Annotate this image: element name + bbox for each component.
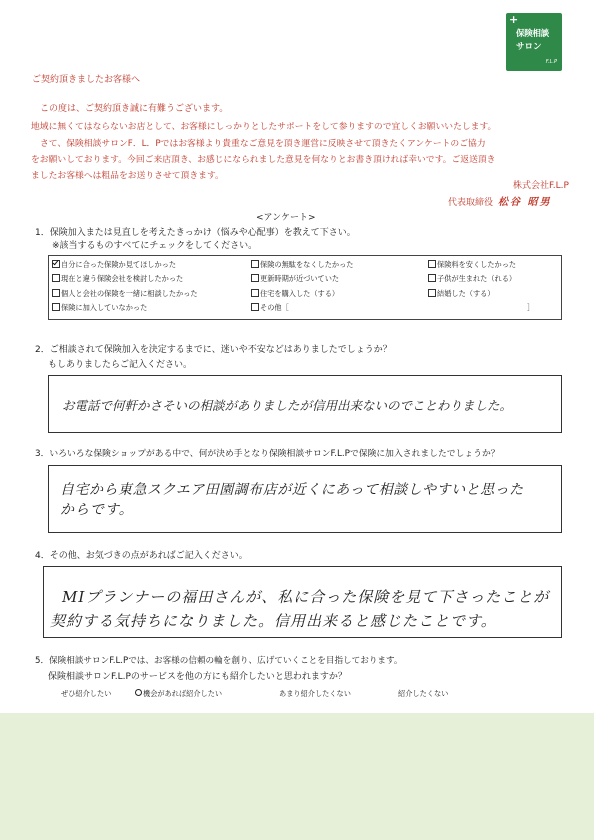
checkbox[interactable] xyxy=(251,274,259,282)
q1-note: ※該当するものすべてにチェックをしてください。 xyxy=(52,241,258,251)
q4-text: 4．その他、お気づきの点があればご記入ください。 xyxy=(35,551,248,561)
q1-option[interactable] xyxy=(52,303,147,312)
footer-band xyxy=(0,713,594,840)
q1-option[interactable] xyxy=(428,274,516,283)
q5-option-label: 機会があれば紹介したい xyxy=(143,689,223,698)
checkbox[interactable] xyxy=(428,289,436,297)
q1-option[interactable] xyxy=(251,289,339,298)
q1-option[interactable] xyxy=(251,303,289,312)
q5-option[interactable] xyxy=(61,689,111,698)
salon-logo xyxy=(506,13,562,71)
q1-option-label: 保険料を安くしたかった xyxy=(437,260,517,269)
q1-option-label: 子供が生まれた（れる） xyxy=(437,274,517,283)
q1-option-label: 更新時期が近づいていた xyxy=(260,274,340,283)
q1-option[interactable] xyxy=(52,289,198,298)
survey-title: <アンケート> xyxy=(256,213,316,223)
q1-option[interactable] xyxy=(428,289,495,298)
intro-p1: この度は、ご契約頂き誠に有難うございます。 xyxy=(40,104,229,114)
checkbox[interactable] xyxy=(251,303,259,311)
rep-name: 松谷 昭男 xyxy=(498,197,552,208)
checkbox[interactable] xyxy=(52,303,60,311)
q4-answer-line2: 契約する気持ちになりました。信用出来ると感じたことです。 xyxy=(50,612,497,630)
q5-option[interactable] xyxy=(398,689,448,698)
greeting: ご契約頂きましたお客様へ xyxy=(32,75,141,85)
intro-p3c: ましたお客様へは粗品をお送りさせて頂きます。 xyxy=(31,171,224,181)
q1-option[interactable] xyxy=(52,260,176,269)
q1-option-label: その他［ xyxy=(260,303,289,312)
q1-option[interactable] xyxy=(251,274,339,283)
q1-option[interactable] xyxy=(251,260,353,269)
checkbox[interactable] xyxy=(251,289,259,297)
q1-option-label: 結婚した（する） xyxy=(437,289,495,298)
logo-line1: 保険相談 xyxy=(516,29,549,39)
intro-p2: 地域に無くてはならないお店として、お客様にしっかりとしたサポートをして参りますので宜しくお願いいたします。 xyxy=(31,122,497,132)
q5-option-selected[interactable] xyxy=(135,689,222,698)
q3-answer-line1: 自宅から東急スクエア田園調布店が近くにあって相談しやすいと思った xyxy=(60,482,524,498)
q1-option-label: 保険の無駄をなくしたかった xyxy=(260,260,354,269)
q1-option-label: 現在と違う保険会社を検討したかった xyxy=(61,274,184,283)
q1-option-label: 保険に加入していなかった xyxy=(61,303,148,312)
q1-other-close: ］ xyxy=(527,303,535,312)
checkbox[interactable] xyxy=(52,289,60,297)
q1-option-label: 住宅を購入した（する） xyxy=(260,289,340,298)
q2-subtext: もしありましたらご記入ください。 xyxy=(48,360,193,370)
q5-option[interactable] xyxy=(279,689,351,698)
q5-option-label: 紹介したくない xyxy=(398,689,449,698)
q5-option-label: あまり紹介したくない xyxy=(279,689,351,698)
q5-subtext: 保険相談サロンF.L.Pのサービスを他の方にも紹介したいと思われますか？ xyxy=(48,672,347,682)
q4-answer-line1: MIプランナーの福田さんが、私に合った保険を見て下さったことが xyxy=(62,588,550,606)
checkbox-checked[interactable] xyxy=(52,260,60,268)
q2-text: 2．ご相談されて保険加入を決定するまでに、迷いや不安などはありましたでしょうか？ xyxy=(35,345,392,355)
q3-answer-line2: からです。 xyxy=(60,502,134,518)
intro-p3b: をお願いしております。今回ご来店頂き、お感じになられました意見を何なりとお書き頂ければ幸いです。ご返送頂き xyxy=(31,155,496,165)
q1-text: 1．保険加入または見直しを考えたきっかけ（悩みや心配事）を教えて下さい。 xyxy=(35,228,356,238)
q3-text: 3．いろいろな保険ショップがある中で、何が決め手となり保険相談サロンF.L.Pで保険に加入されましたでしょうか？ xyxy=(35,449,500,459)
q1-option-label: 個人と会社の保険を一緒に相談したかった xyxy=(61,289,198,298)
q1-option-label: 自分に合った保険か見てほしかった xyxy=(61,260,177,269)
q1-option[interactable] xyxy=(428,260,516,269)
q5-text: 5．保険相談サロンF.L.Pでは、お客様の信頼の輪を創り、広げていくことを目指しております。 xyxy=(35,656,403,666)
logo-line2: サロン xyxy=(516,42,542,52)
company-name: 株式会社F.L.P xyxy=(513,181,569,191)
rep-title: 代表取締役 xyxy=(448,198,494,208)
checkbox[interactable] xyxy=(52,274,60,282)
logo-plus: + xyxy=(509,13,519,26)
checkbox[interactable] xyxy=(428,274,436,282)
checkbox[interactable] xyxy=(251,260,259,268)
q2-answer: お電話で何軒かさそいの相談がありましたが信用出来ないのでことわりました。 xyxy=(62,398,513,413)
intro-p3a: さて、保険相談サロンF．L．Pではお客様より貴重なご意見を頂き運営に反映させて頂きたくアンケートのご協力 xyxy=(40,139,486,149)
q5-option-label: ぜひ紹介したい xyxy=(61,689,112,698)
checkbox[interactable] xyxy=(428,260,436,268)
logo-line3: F.L.P xyxy=(545,59,557,65)
q1-option[interactable] xyxy=(52,274,183,283)
selected-mark-icon xyxy=(135,689,142,696)
